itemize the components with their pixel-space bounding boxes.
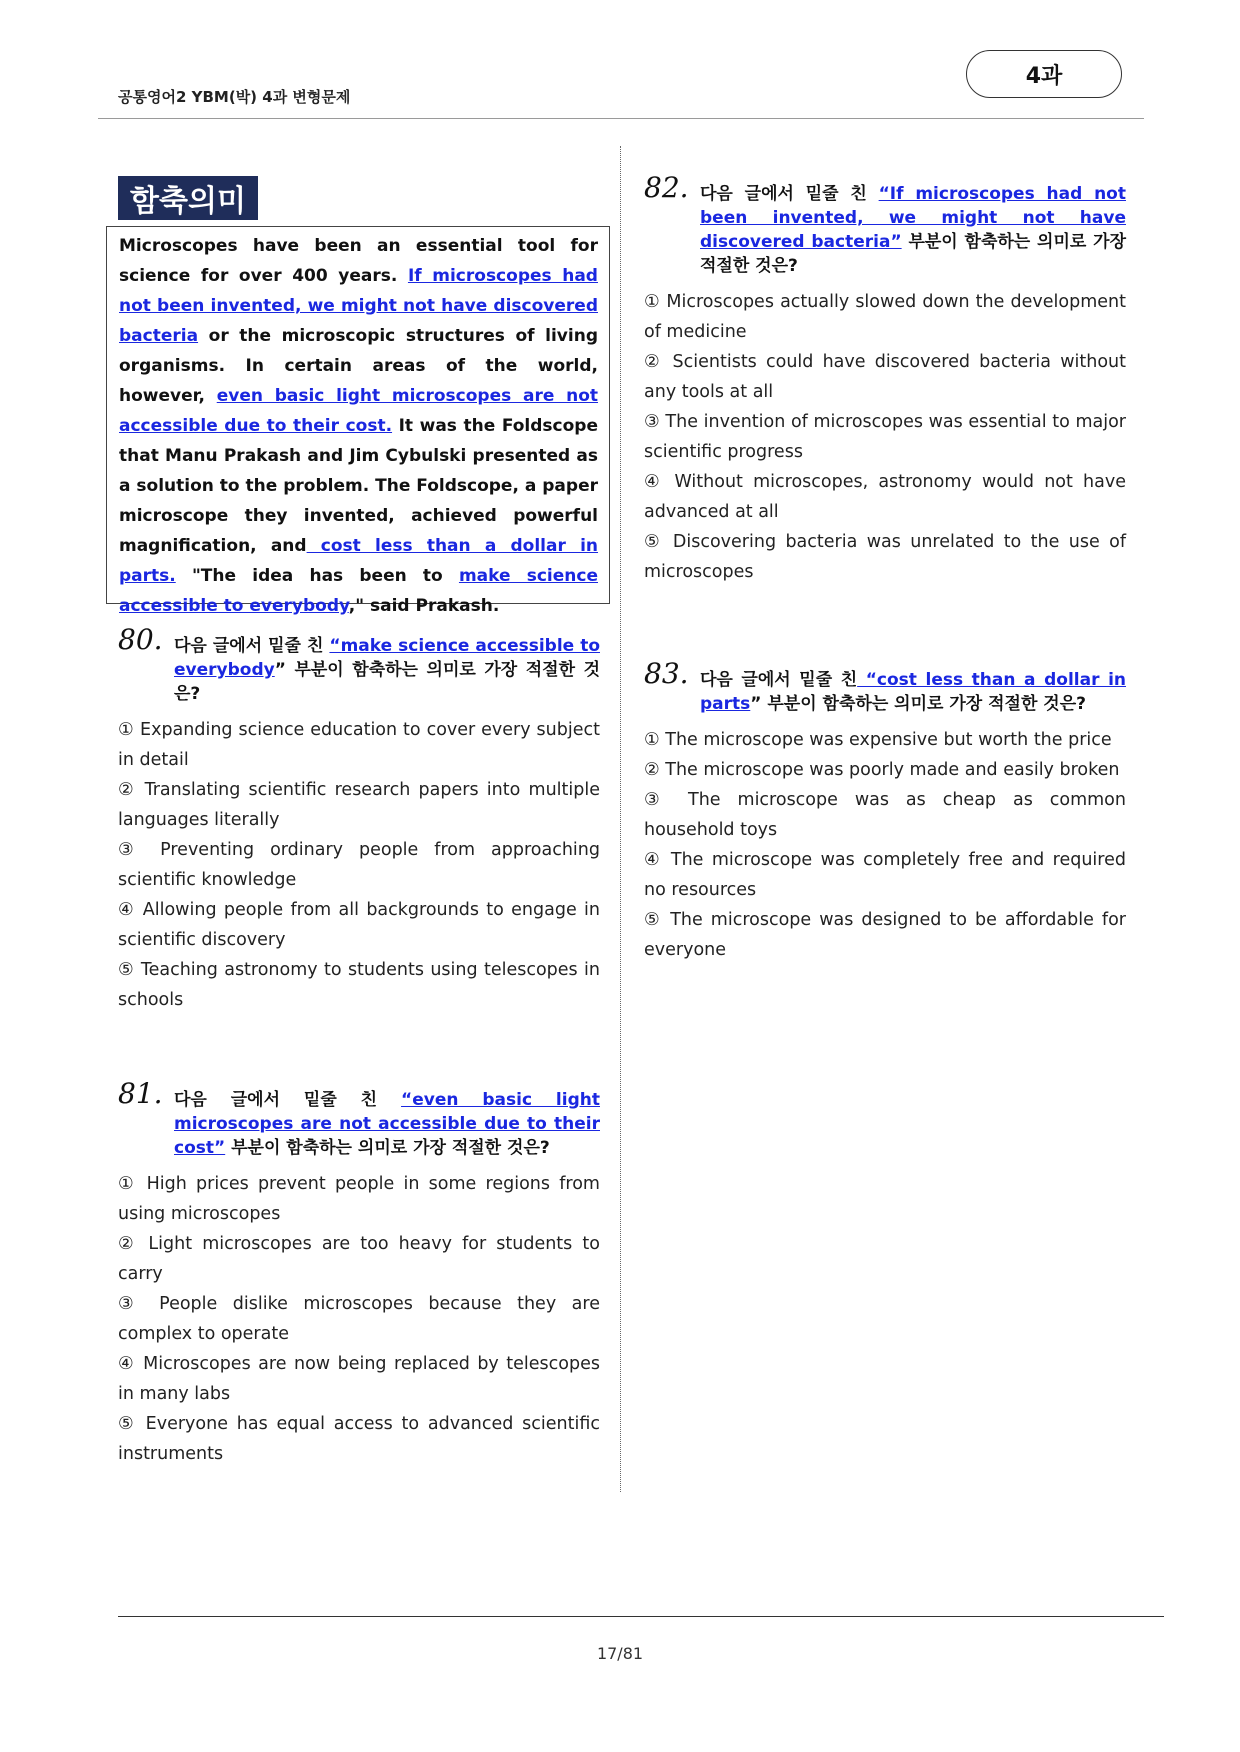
answer-option-4[interactable] <box>644 845 1126 905</box>
page-number: 17/81 <box>596 1644 644 1663</box>
option-marker: ④ <box>118 1354 136 1374</box>
option-text: Microscopes actually slowed down the development of medicine <box>644 292 1126 342</box>
answer-options <box>118 1169 600 1469</box>
document-title: 공통영어2 YBM(박) 4과 변형문제 <box>118 88 351 106</box>
footer-divider <box>118 1616 1164 1617</box>
prompt-suffix: 부분이 함축하는 의미로 가장 적절한 것은? <box>225 1138 550 1158</box>
question-number: 81. <box>118 1077 163 1110</box>
option-marker: ② <box>118 780 137 800</box>
option-marker: ③ <box>644 412 660 432</box>
question-prompt <box>118 1077 600 1160</box>
answer-option-1[interactable] <box>644 287 1126 347</box>
prompt-quote: “even basic light microscopes are not accessible due to their cost” <box>174 1090 600 1158</box>
answer-option-5[interactable] <box>644 527 1126 587</box>
option-marker: ④ <box>644 850 663 870</box>
passage-underline-1: If microscopes had not been invented, we might not have discovered bacteria <box>119 266 598 346</box>
answer-option-5[interactable] <box>118 955 600 1015</box>
passage-segment: It was the Foldscope that Manu Prakash and Jim Cybulski presented as a solution to the problem. The Foldscope, a paper microscope they invented, achieved powerful magnification, and <box>119 416 598 556</box>
option-marker: ① <box>118 720 135 740</box>
answer-option-1[interactable] <box>118 1169 600 1229</box>
option-text: The microscope was expensive but worth the price <box>659 730 1112 750</box>
question-prompt <box>644 657 1126 716</box>
option-text: Microscopes are now being replaced by telescopes in many labs <box>118 1354 600 1404</box>
answer-option-1[interactable] <box>118 715 600 775</box>
option-marker: ② <box>644 760 660 780</box>
option-text: People dislike microscopes because they are complex to operate <box>118 1294 600 1344</box>
passage-underline-4: make science accessible to everybody <box>119 566 598 616</box>
option-text: The microscope was poorly made and easily broken <box>659 760 1120 780</box>
option-marker: ③ <box>644 790 672 810</box>
prompt-quote: “If microscopes had not been invented, we might not have discovered bacteria” <box>700 184 1126 252</box>
question-number: 82. <box>644 171 689 204</box>
passage-box <box>106 226 610 616</box>
answer-options <box>644 725 1126 965</box>
answer-option-4[interactable] <box>118 1349 600 1409</box>
option-text: Without microscopes, astronomy would not have advanced at all <box>644 472 1126 522</box>
answer-option-3[interactable] <box>644 407 1126 467</box>
question-prompt <box>118 623 600 706</box>
prompt-prefix: 다음 글에서 밑줄 친 <box>700 184 879 204</box>
option-text: Light microscopes are too heavy for students to carry <box>118 1234 600 1284</box>
question-83 <box>644 657 1126 965</box>
answer-option-5[interactable] <box>644 905 1126 965</box>
option-marker: ⑤ <box>118 1414 137 1434</box>
option-text: The microscope was designed to be affordable for everyone <box>644 910 1126 960</box>
option-marker: ③ <box>118 840 145 860</box>
header-divider <box>98 118 1144 119</box>
passage-text <box>119 231 598 621</box>
passage-segment: "The idea has been to <box>175 566 459 586</box>
option-marker: ① <box>118 1174 138 1194</box>
answer-option-3[interactable] <box>644 785 1126 845</box>
option-text: High prices prevent people in some regions from using microscopes <box>118 1174 600 1224</box>
passage-underline-2: even basic light microscopes are not accessible due to their cost. <box>119 386 599 436</box>
option-text: Preventing ordinary people from approaching scientific knowledge <box>118 840 600 890</box>
option-text: Expanding science education to cover every subject in detail <box>118 720 600 770</box>
question-number: 83. <box>644 657 689 690</box>
answer-option-2[interactable] <box>644 347 1126 407</box>
prompt-suffix: ” 부분이 함축하는 의미로 가장 적절한 것은? <box>750 694 1086 714</box>
lesson-badge: 4과 <box>966 50 1122 98</box>
option-text: The microscope was as cheap as common household toys <box>644 790 1126 840</box>
option-marker: ① <box>644 292 661 312</box>
passage-segment: Microscopes have been an essential tool for science for over 400 years. <box>119 236 598 286</box>
option-text: Teaching astronomy to students using telescopes in schools <box>118 960 600 1010</box>
answer-options <box>644 287 1126 587</box>
prompt-quote: “make science accessible to everybody <box>174 636 600 680</box>
answer-option-4[interactable] <box>644 467 1126 527</box>
passage-segment: ," said Prakash. <box>348 596 500 616</box>
section-label: 함축의미 <box>118 176 258 220</box>
option-text: Everyone has equal access to advanced scientific instruments <box>118 1414 600 1464</box>
option-marker: ⑤ <box>118 960 135 980</box>
question-80 <box>118 623 600 1015</box>
answer-option-2[interactable] <box>644 755 1126 785</box>
answer-option-3[interactable] <box>118 835 600 895</box>
prompt-prefix: 다음 글에서 밑줄 친 <box>174 636 330 656</box>
option-text: Translating scientific research papers into multiple languages literally <box>118 780 600 830</box>
answer-option-3[interactable] <box>118 1289 600 1349</box>
option-marker: ② <box>118 1234 139 1254</box>
answer-option-1[interactable] <box>644 725 1126 755</box>
option-marker: ⑤ <box>644 910 663 930</box>
prompt-suffix: 부분이 함축하는 의미로 가장 적절한 것은? <box>700 232 1126 276</box>
option-marker: ⑤ <box>644 532 664 552</box>
question-number: 80. <box>118 623 163 656</box>
option-text: The microscope was completely free and required no resources <box>644 850 1126 900</box>
question-prompt <box>644 171 1126 278</box>
answer-option-5[interactable] <box>118 1409 600 1469</box>
prompt-quote: “cost less than a dollar in parts <box>700 670 1126 714</box>
prompt-suffix: ” 부분이 함축하는 의미로 가장 적절한 것은? <box>174 660 600 704</box>
option-text: Allowing people from all backgrounds to engage in scientific discovery <box>118 900 600 950</box>
option-marker: ④ <box>644 472 665 492</box>
question-82 <box>644 171 1126 587</box>
option-text: Scientists could have discovered bacteria without any tools at all <box>644 352 1126 402</box>
answer-option-2[interactable] <box>118 1229 600 1289</box>
answer-options <box>118 715 600 1015</box>
prompt-prefix: 다음 글에서 밑줄 친 <box>174 1090 402 1110</box>
answer-option-2[interactable] <box>118 775 600 835</box>
option-text: The invention of microscopes was essential to major scientific progress <box>644 412 1126 462</box>
option-text: Discovering bacteria was unrelated to the use of microscopes <box>644 532 1126 582</box>
option-marker: ① <box>644 730 660 750</box>
passage-segment: or the microscopic structures of living organisms. In certain areas of the world, however, <box>119 326 598 406</box>
option-marker: ④ <box>118 900 136 920</box>
option-marker: ② <box>644 352 664 372</box>
option-marker: ③ <box>118 1294 144 1314</box>
prompt-prefix: 다음 글에서 밑줄 친 <box>700 670 858 690</box>
column-divider <box>620 146 621 1492</box>
answer-option-4[interactable] <box>118 895 600 955</box>
question-81 <box>118 1077 600 1469</box>
passage-underline-3: cost less than a dollar in parts. <box>119 536 599 586</box>
